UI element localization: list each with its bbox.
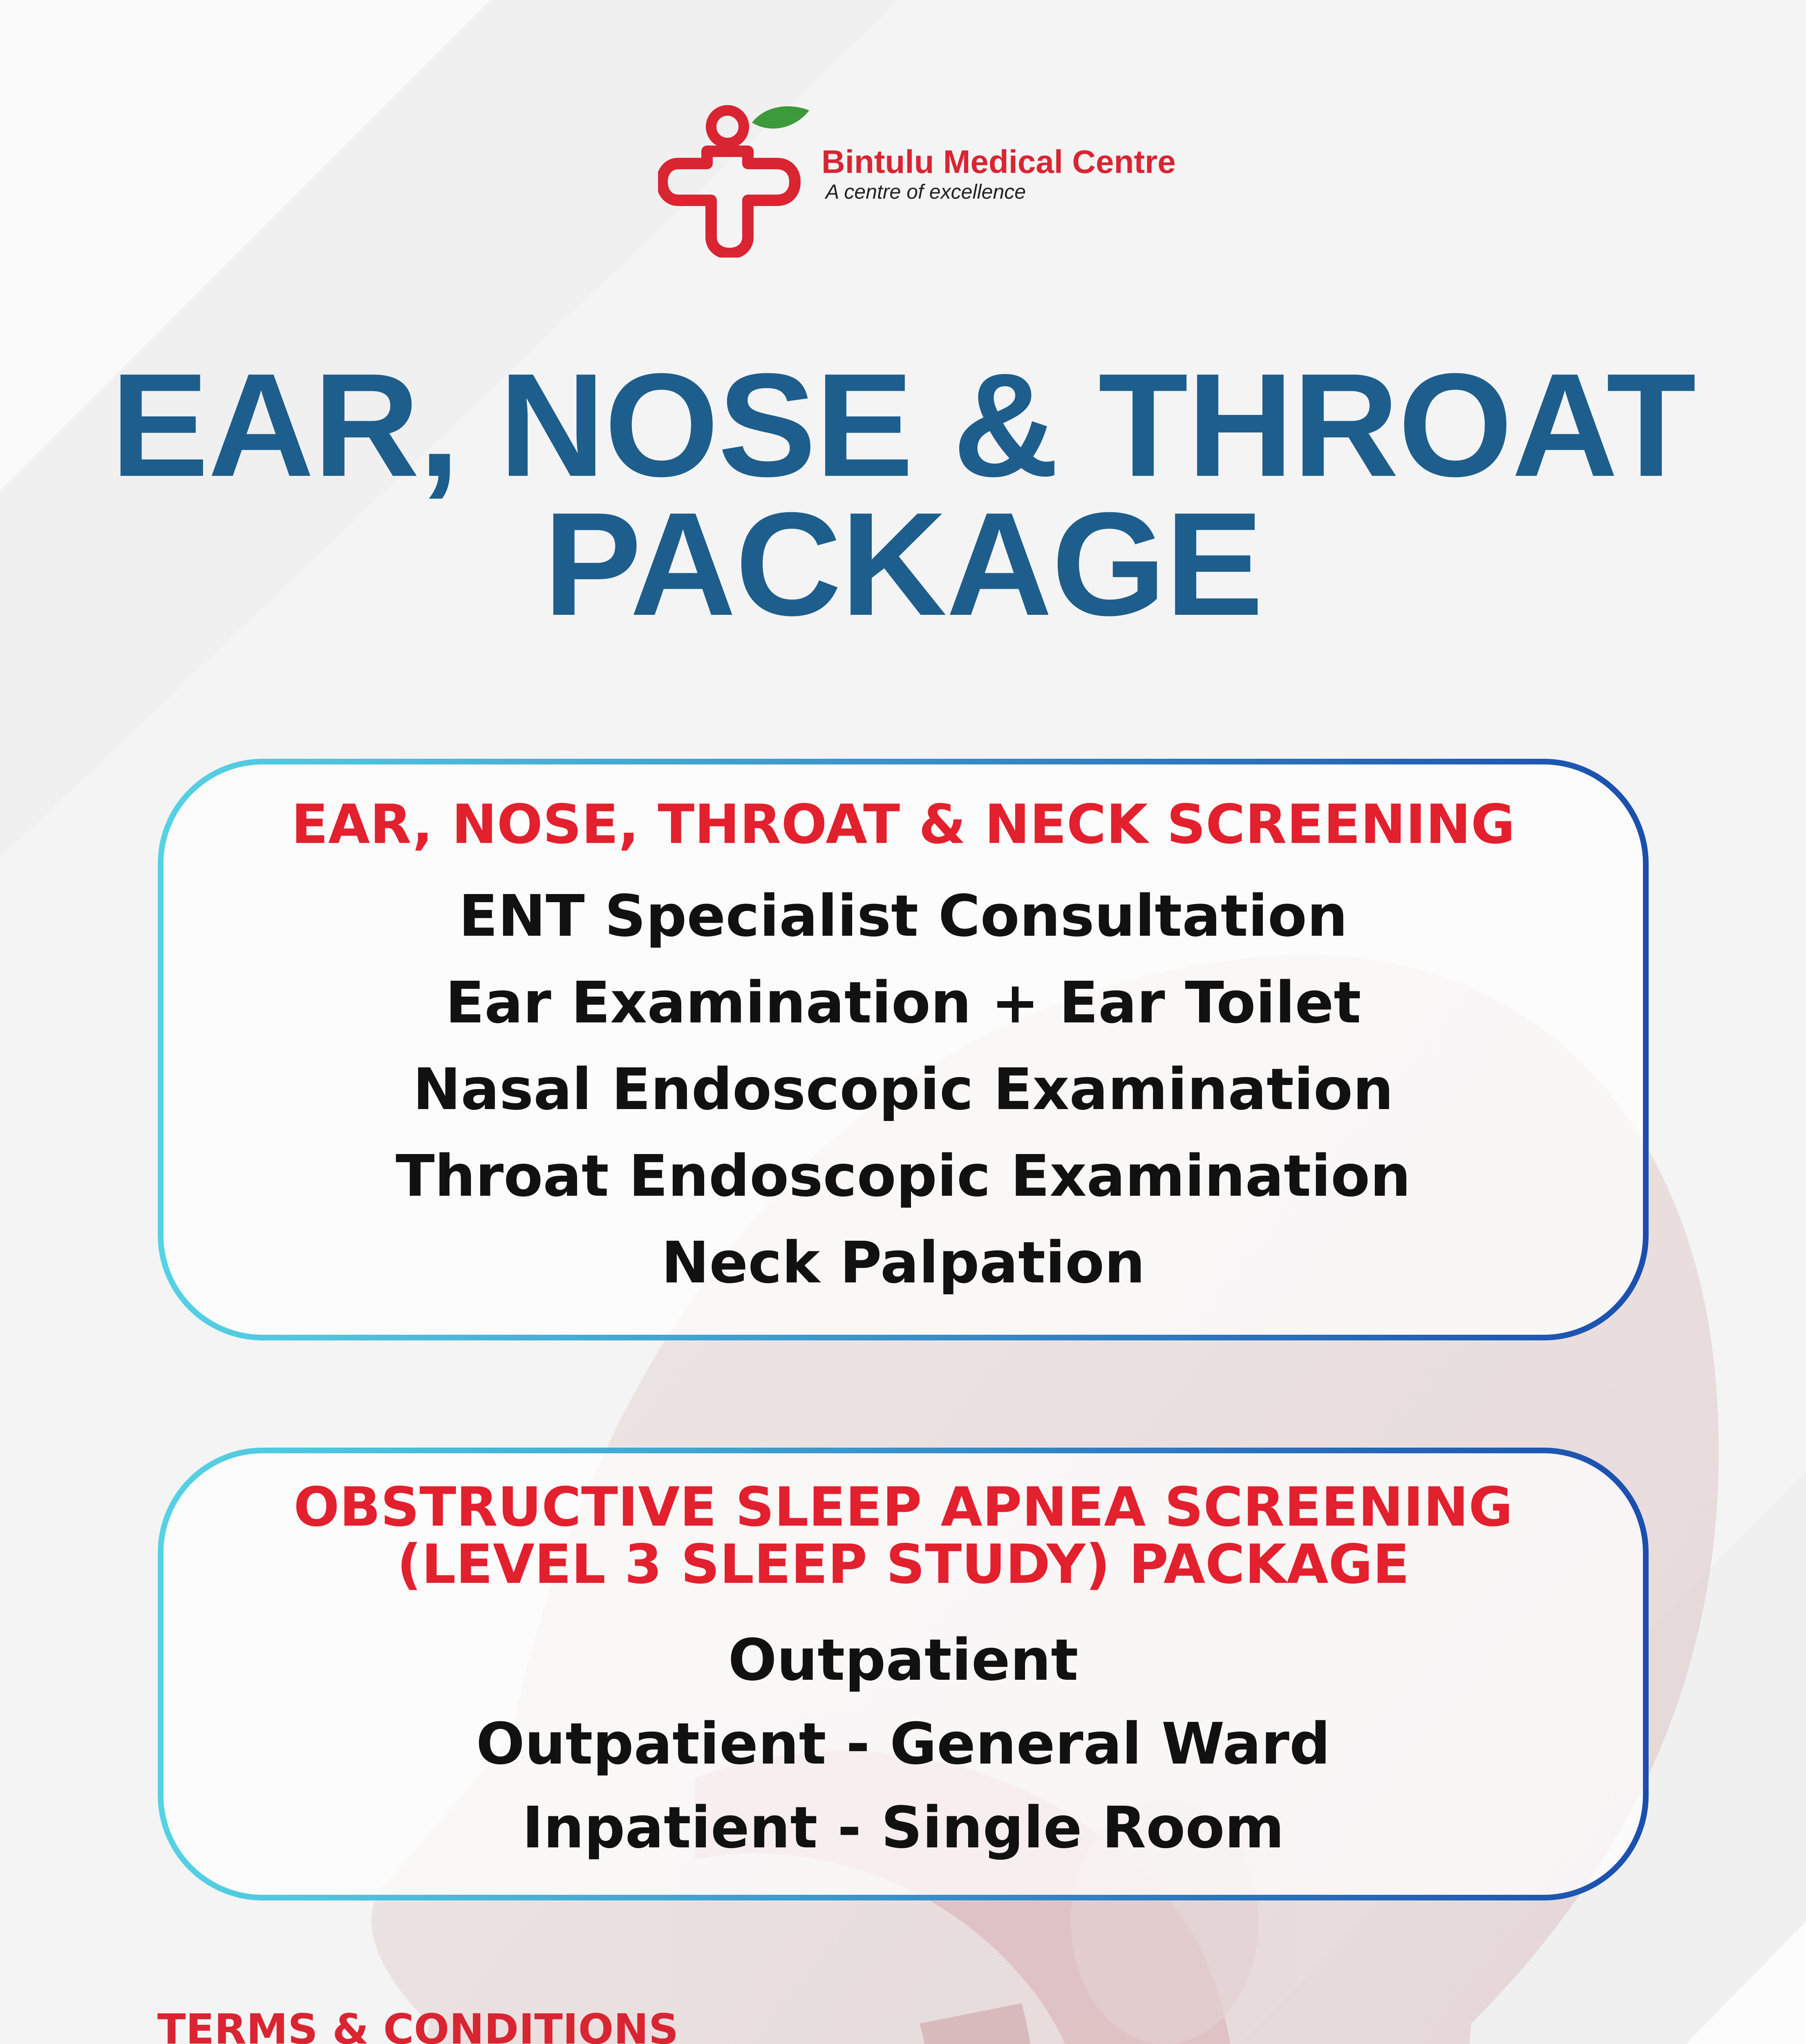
ent-screening-heading: EAR, NOSE, THROAT & NECK SCREENING	[291, 793, 1515, 856]
clinic-name: Bintulu Medical Centre	[821, 143, 1176, 180]
list-item: Ear Examination + Ear Toilet	[445, 970, 1361, 1036]
sleep-apnea-heading-line-2: (LEVEL 3 SLEEP STUDY) PACKAGE	[397, 1533, 1410, 1596]
list-item: ENT Specialist Consultation	[459, 883, 1348, 950]
list-item: Throat Endoscopic Examination	[396, 1143, 1411, 1210]
list-item: Neck Palpation	[661, 1230, 1145, 1296]
list-item: Nasal Endoscopic Examination	[413, 1056, 1394, 1123]
ent-screening-card	[157, 758, 1649, 1341]
list-item: Outpatient	[728, 1627, 1079, 1694]
terms-heading: TERMS & CONDITIONS	[157, 2005, 679, 2044]
clinic-logo	[658, 102, 1189, 258]
sleep-apnea-card	[157, 1447, 1649, 1901]
list-item: Outpatient - General Ward	[476, 1711, 1331, 1777]
clinic-tagline: A centre of excellence	[826, 180, 1026, 203]
sleep-apnea-heading-line-1: OBSTRUCTIVE SLEEP APNEA SCREENING	[293, 1476, 1513, 1539]
list-item: Inpatient - Single Room	[522, 1795, 1285, 1861]
page-title-line-1: EAR, NOSE & THROAT	[110, 343, 1696, 507]
page-title-line-2: PACKAGE	[543, 482, 1263, 646]
red-cross-leaf-icon	[658, 102, 821, 258]
